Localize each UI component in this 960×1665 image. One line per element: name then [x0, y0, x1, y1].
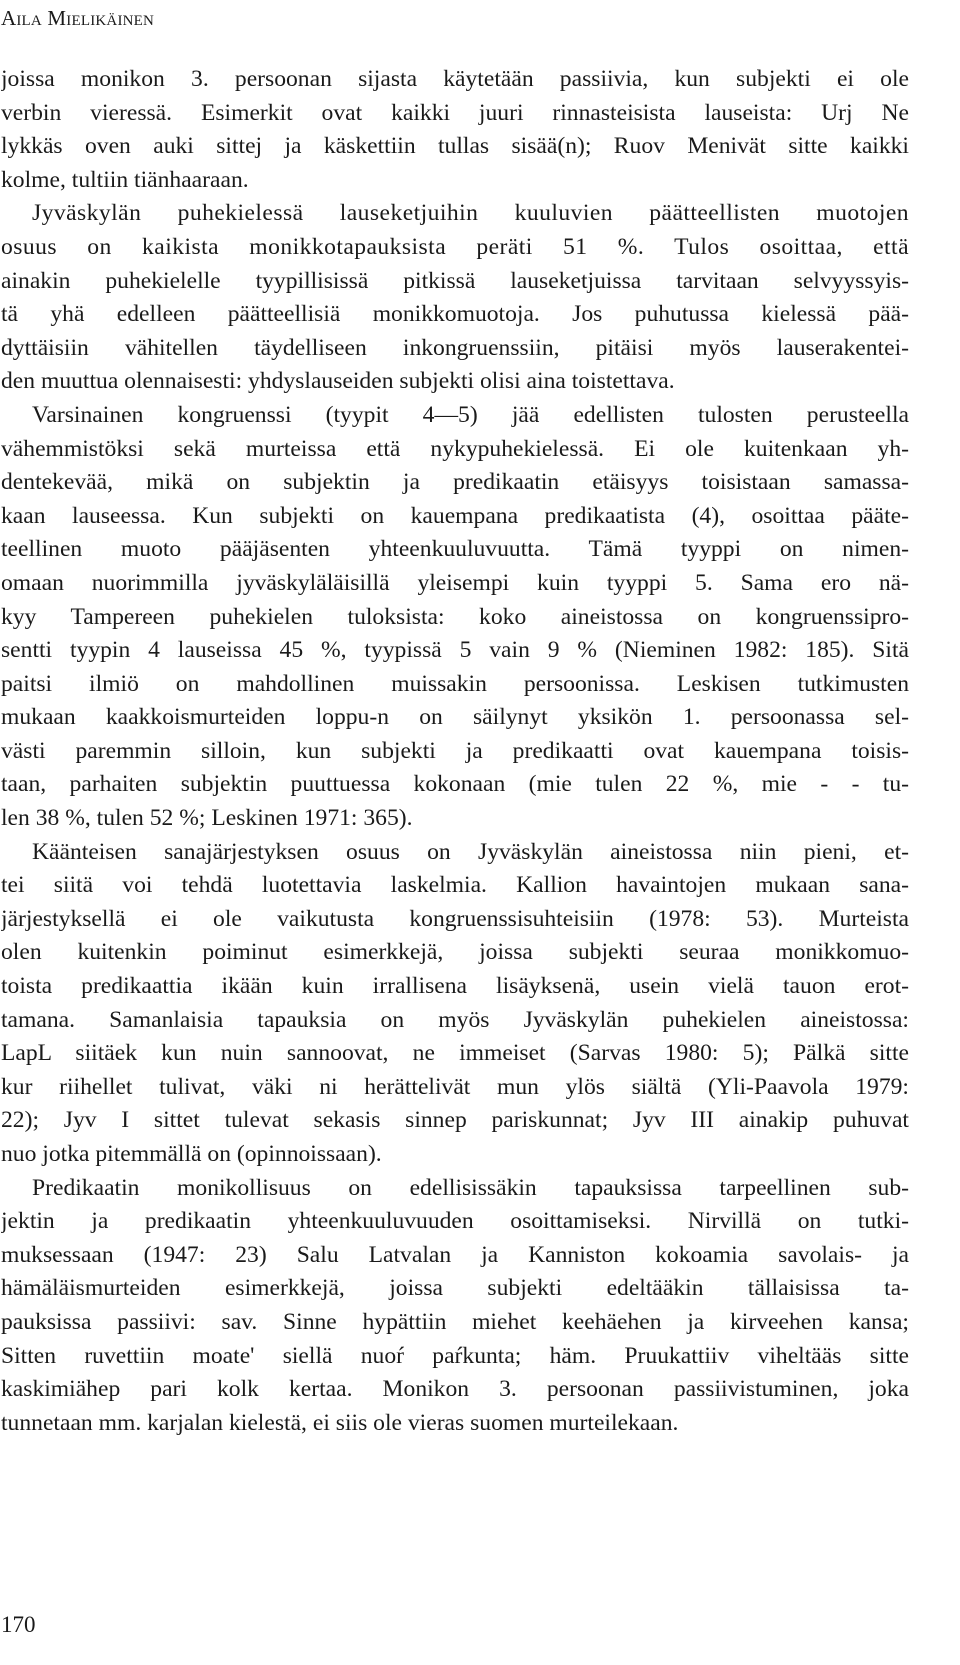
text-line: jektin ja predikaatin yhteenkuuluvuuden osoittamiseksi. Nirvillä on tutki-: [1, 1208, 909, 1235]
text-line: dyttäisiin vähitellen täydelliseen inkongruenssiin, pitäisi myös lauserakentei-: [1, 334, 909, 361]
text-line: tamana. Samanlaisia tapauksia on myös Jyväskylän puhekielen aineistossa:: [1, 1006, 909, 1033]
text-line: joissa monikon 3. persoonan sijasta käytetään passiivia, kun subjekti ei ole: [1, 66, 909, 92]
text-line: verbin vieressä. Esimerkit ovat kaikki juuri rinnasteisista lauseista: Urj Ne: [1, 99, 909, 126]
body-text: [1, 63, 909, 1440]
text-line: taan, parhaiten subjektin puuttuessa kokonaan (mie tulen 22 %, mie - - tu-: [1, 771, 909, 798]
text-line: kyy Tampereen puhekielen tuloksista: koko aineistossa on kongruenssipro-: [1, 603, 909, 630]
text-line: tei siitä voi tehdä luotettavia laskelmia. Kallion havaintojen mukaan sana-: [1, 872, 909, 899]
text-line: toista predikaattia ikään kuin irrallisena lisäyksenä, usein vielä tauon erot-: [1, 973, 909, 1000]
text-line: ainakin puhekielelle tyypillisissä pitkissä lauseketjuissa tarvitaan selvyyssyis-: [1, 267, 909, 294]
text-line: osuus on kaikista monikkotapauksista peräti 51 %. Tulos osoittaa, että: [1, 233, 909, 260]
text-line: mukaan kaakkoismurteiden loppu-n on säilynyt yksikön 1. persoonassa sel-: [1, 704, 909, 731]
text-line: järjestyksellä ei ole vaikutusta kongruenssisuhteisiin (1978: 53). Murteista: [1, 905, 909, 932]
text-line: sentti tyypin 4 lauseissa 45 %, tyypissä 5 vain 9 % (Nieminen 1982: 185). Sitä: [1, 637, 909, 664]
text-line: Sitten ruvettiin moate' siellä nuoŕ paŕkunta; häm. Pruukattiiv viheltääs sitte: [1, 1342, 909, 1369]
text-line: vähemmistöksi sekä murteissa että nykypuhekielessä. Ei ole kuitenkaan yh-: [1, 435, 909, 462]
text-line: Predikaatin monikollisuus on edellisissäkin tapauksissa tarpeellinen sub-: [32, 1174, 909, 1201]
text-line: teellinen muoto pääjäsenten yhteenkuuluvuutta. Tämä tyyppi on nimen-: [1, 536, 909, 563]
text-line: hämäläismurteiden esimerkkejä, joissa subjekti edeltääkin tällaisissa ta-: [1, 1275, 909, 1302]
text-line: Käänteisen sanajärjestyksen osuus on Jyväskylän aineistossa niin pieni, et-: [32, 838, 909, 865]
text-line: olen kuitenkin poiminut esimerkkejä, joissa subjekti seuraa monikkomuo-: [1, 939, 909, 966]
text-line: LapL siitäek kun nuin sannoovat, ne immeiset (Sarvas 1980: 5); Pälkä sitte: [1, 1040, 909, 1067]
text-line: kaskimiähep pari kolk kertaa. Monikon 3. persoonan passiivistuminen, joka: [1, 1376, 909, 1403]
text-line: 22); Jyv I sittet tulevat sekasis sinnep pariskunnat; Jyv III ainakip puhuvat: [1, 1107, 909, 1134]
text-line: kaan lauseessa. Kun subjekti on kauempana predikaatista (4), osoittaa pääte-: [1, 502, 909, 529]
text-line: lykkäs oven auki sittej ja käskettiin tullas sisää(n); Ruov Menivät sitte kaikki: [1, 133, 909, 160]
running-head: Aila Mielikäinen: [1, 6, 155, 30]
text-line: paitsi ilmiö on mahdollinen muissakin persoonissa. Leskisen tutkimusten: [1, 670, 909, 697]
text-line: den muuttua olennaisesti: yhdyslauseiden subjekti olisi aina toistettava.: [1, 368, 675, 395]
text-line: Jyväskylän puhekielessä lauseketjuihin kuuluvien päätteellisten muotojen: [32, 200, 909, 227]
text-line: nuo jotka pitemmällä on (opinnoissaan).: [1, 1141, 382, 1167]
text-line: dentekevää, mikä on subjektin ja predikaatin etäisyys toisistaan samassa-: [1, 469, 909, 496]
text-line: muksessaan (1947: 23) Salu Latvalan ja Kanniston kokoamia savolais- ja: [1, 1241, 909, 1268]
text-line: tä yhä edelleen päätteellisiä monikkomuotoja. Jos puhutussa kielessä pää-: [1, 301, 909, 328]
text-line: len 38 %, tulen 52 %; Leskinen 1971: 365).: [1, 805, 413, 832]
text-line: tunnetaan mm. karjalan kielestä, ei siis ole vieras suomen murteilekaan.: [1, 1409, 679, 1436]
text-line: västi paremmin silloin, kun subjekti ja predikaatti ovat kauempana toisis-: [1, 737, 909, 764]
text-line: omaan nuorimmilla jyväskyläläisillä yleisempi kuin tyyppi 5. Sama ero nä-: [1, 569, 909, 596]
page-number: 170: [1, 1612, 36, 1637]
text-line: kur riihellet tulivat, väki ni herättelivät mun ylös siältä (Yli-Paavola 1979:: [1, 1073, 909, 1100]
text-line: pauksissa passiivi: sav. Sinne hypättiin miehet keehäehen ja kirveehen kansa;: [1, 1308, 909, 1335]
text-line: kolme, tultiin tiänhaaraan.: [1, 166, 249, 193]
text-line: Varsinainen kongruenssi (tyypit 4—5) jää edellisten tulosten perusteella: [32, 401, 909, 428]
